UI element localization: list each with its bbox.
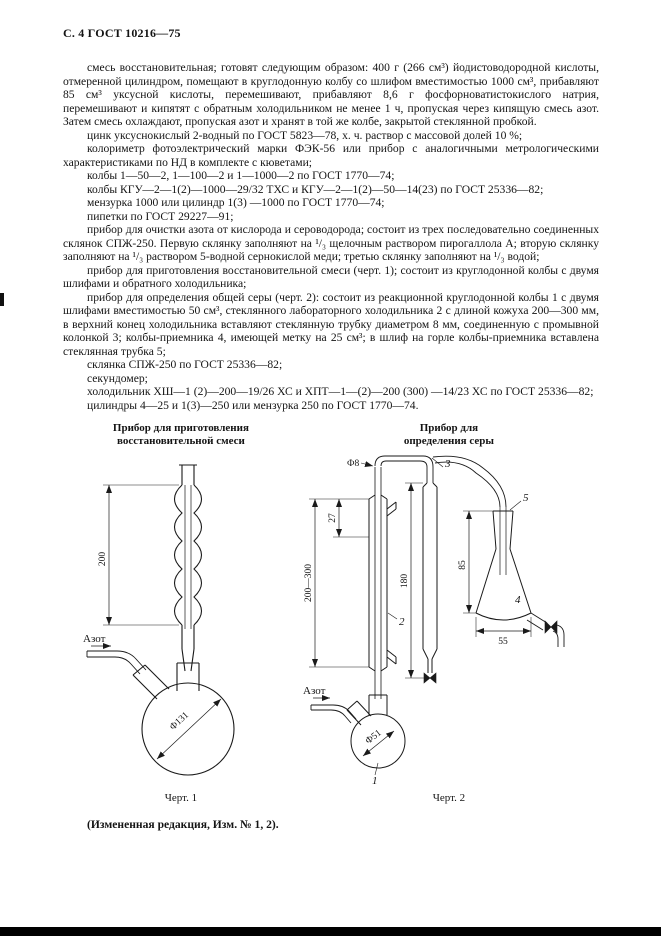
paragraph: холодильник ХШ—1 (2)—200—19/26 ХС и ХПТ—1—(2)—200 (300) —14/23 ХС по ГОСТ 25336—82;: [87, 385, 594, 398]
fig2-d8-label: Ф8: [346, 459, 360, 469]
fig1-dim-200: 200: [98, 551, 109, 567]
figure-2-title: Прибор для определения серы: [403, 422, 494, 447]
fig1-azot-label: Азот: [83, 633, 106, 645]
amendment-note: (Измененная редакция, Изм. № 1, 2).: [87, 818, 279, 831]
figure-1-caption: Черт. 1: [164, 792, 198, 804]
paragraph: цинк уксуснокислый 2-водный по ГОСТ 5823—78, х. ч. раствор с массовой долей 10 %;: [87, 128, 523, 142]
paragraph: прибор для очистки азота от кислорода и сероводорода; состоит из трех последовательно соединенных склянок СПЖ-250. Первую склянку заполняют на ¹/₃ щелочным раствором пирогаллола А; вторую склянку заполняют на ¹/₃ раствором 5-водной сернокислой меди; третью склянку заполняют на ¹/₃ водой;: [63, 223, 599, 263]
paragraph: цилиндры 4—25 и 1(3)—250 или мензурка 250 по ГОСТ 1770—74.: [87, 398, 419, 412]
fig2-part-2: 2: [398, 616, 405, 628]
paragraph: колбы 1—50—2, 1—100—2 и 1—1000—2 по ГОСТ 1770—74;: [87, 169, 395, 182]
scan-artifact: [0, 293, 4, 306]
d8-leader: [361, 463, 373, 466]
fig2-dim-jacket: 200—300: [303, 564, 314, 602]
page-header: С. 4 ГОСТ 10216—75: [63, 26, 181, 40]
figures-row: [63, 422, 599, 804]
figure-1: [63, 422, 299, 804]
condenser-bulb: [175, 465, 202, 649]
ground-joint: [177, 649, 199, 691]
paragraph: секундомер;: [87, 371, 148, 385]
paragraph: мензурка 1000 или цилиндр 1(3) —1000 по ГОСТ 1770—74;: [87, 196, 385, 209]
paragraph: склянка СПЖ-250 по ГОСТ 25336—82;: [87, 358, 283, 371]
dimension-27: [333, 499, 369, 537]
fig1-dim-diameter: Ф131: [168, 710, 192, 733]
fig2-part-1: 1: [371, 775, 378, 787]
fig2-dim-180: 180: [399, 573, 410, 589]
figure-1-title: Прибор для приготовления восстановительной смеси: [112, 422, 249, 447]
paragraph: колбы КГУ—2—1(2)—1000—29/32 ТХС и КГУ—2—1(2)—50—14(23) по ГОСТ 25336—82;: [87, 182, 544, 196]
top-elbow-tube: [375, 456, 433, 483]
receiver-flask: [476, 511, 564, 647]
leader-5: [510, 501, 521, 510]
dimension-200: [103, 485, 179, 625]
fig2-part-4: 4: [514, 594, 521, 606]
page-bottom-edge: [0, 927, 661, 936]
fig2-dim-27: 27: [327, 513, 338, 523]
paragraph: смесь восстановительная; готовят следующим образом: 400 г (266 см³) йодистоводородной кислоты, отмеренной цилиндром, помещают в круглодонную колбу со шлифом вместимостью 1000 см³, прибавляют 85 см³ уксусной кислоты, перемешивают, прибавляют 8,6 г фосфорноватистокислого натрия, перемешивают и кипятят с обратным холодильником не менее 1 ч, пропуская через кипящую смесь азот. Затем смесь охлаждают, пропуская азот и хранят в той же колбе, закрытой стеклянной пробкой.: [63, 61, 599, 128]
wash-column: [423, 483, 437, 683]
paragraph: колориметр фотоэлектрический марки ФЭК-56 или прибор с аналогичными метрологическими характеристиками по НД в комплекте с кюветами;: [63, 142, 599, 169]
paragraph: прибор для приготовления восстановительной смеси (черт. 1); состоит из круглодонной колбы с двумя шлифами и обратного холодильника;: [63, 263, 599, 290]
leader-1: [375, 763, 378, 775]
paragraph: прибор для определения общей серы (черт. 2): состоит из реакционной круглодонной колбы 1 с двумя шлифами вместимостью 50 см³, стеклянного лабораторного холодильника 2 с длиной кожуха 200—300 мм, в верхний конец холодильника вставляют стеклянную трубку диаметром 8 мм, соединенную с промывной колонкой 3; колбы-приемника 4, имеющей метку на 25 см³; в шлиф на горле колбы-приемника вставлена стеклянная трубка 5;: [63, 290, 599, 358]
nitrogen-inlet-tube: [87, 651, 146, 674]
body-text: [63, 61, 599, 412]
figure-2-caption: Черт. 2: [432, 792, 466, 804]
transfer-tube: [433, 456, 506, 575]
diameter-line: [157, 699, 221, 759]
figure-2-drawing: [299, 453, 599, 789]
leader-2: [388, 613, 397, 619]
fig2-azot-label: Азот: [302, 685, 326, 697]
fig2-part-5: 5: [522, 492, 529, 504]
fig2-part-3: 3: [444, 458, 451, 470]
fig2-dim-flask-d: Ф51: [363, 728, 384, 747]
paragraph: пипетки по ГОСТ 29227—91;: [87, 209, 234, 223]
figure-1-drawing: [73, 453, 288, 789]
condenser-jacket: [369, 467, 396, 699]
figure-2: [299, 422, 599, 804]
fig2-dim-55: 55: [498, 637, 508, 647]
fig2-dim-85: 85: [457, 560, 468, 570]
